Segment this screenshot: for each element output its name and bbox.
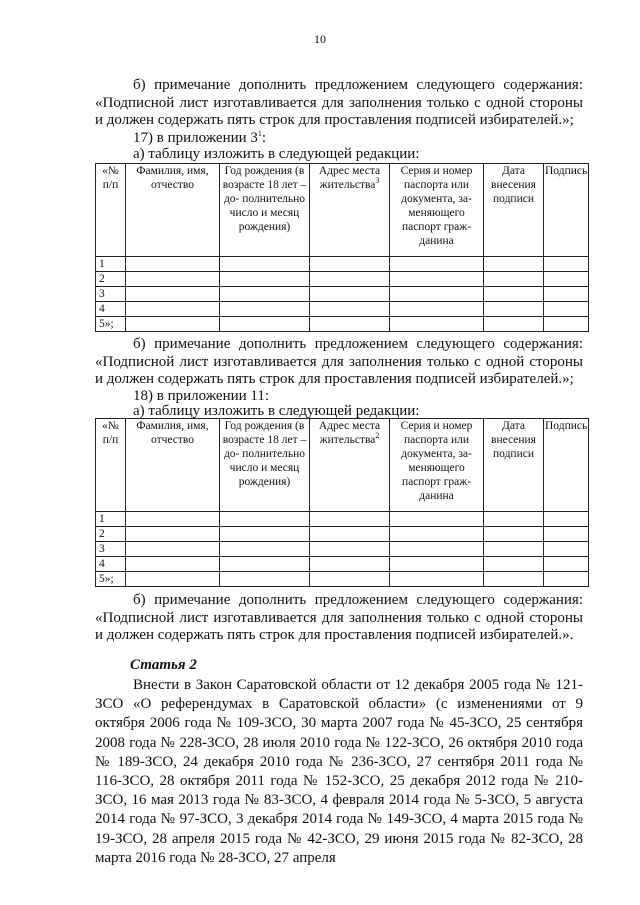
table-row	[96, 557, 589, 572]
header-address	[310, 419, 390, 512]
table-row	[96, 527, 589, 542]
item-17-text: 17) в приложении 3	[133, 130, 258, 146]
row-number: 4	[96, 302, 126, 317]
header-name: Фамилия, имя, отчество	[126, 419, 220, 512]
item-18: 18) в приложении 11:	[133, 388, 270, 404]
signature-table-2	[95, 418, 589, 587]
header-birth-year: Год рождения (в возрасте 18 лет – до- полнительно число и месяц рождения)	[220, 164, 310, 257]
row-number: 5»;	[96, 572, 126, 587]
table-row	[96, 542, 589, 557]
note-paragraph-1: б) примечание дополнить предложением следующего содержания: «Подписной лист изготавливается для заполнения только с одной стороны и должен содержать пять строк для проставления подписей избирателей.»;	[95, 77, 583, 128]
header-signature: Подпись	[544, 419, 589, 512]
table-row	[96, 302, 589, 317]
table-row	[96, 317, 589, 332]
table-intro-1: а) таблицу изложить в следующей редакции:	[133, 146, 420, 162]
table-header-row	[96, 164, 589, 257]
header-date: Дата внесения подписи	[484, 164, 544, 257]
header-address	[310, 164, 390, 257]
table-header-row	[96, 419, 589, 512]
row-number: 1	[96, 257, 126, 272]
article-text: Внести в Закон Саратовской области от 12 декабря 2005 года № 121-ЗСО «О референдумах в Саратовской области» (с изменениями от 9 октября 2006 года № 109-ЗСО, 30 марта 2007 года № 45-ЗСО, 25 сентября 2008 года № 228-ЗСО, 28 июля 2010 года № 122-ЗСО, 26 октября 2010 года № 189-ЗСО, 24 декабря 2010 года № 236-ЗСО, 27 сентября 2011 года № 116-ЗСО, 28 октября 2011 года № 152-ЗСО, 25 декабря 2012 года № 210-ЗСО, 16 мая 2013 года № 83-ЗСО, 4 февраля 2014 года № 5-ЗСО, 5 августа 2014 года № 97-ЗСО, 3 декабря 2014 года № 149-ЗСО, 4 марта 2015 года № 19-ЗСО, 28 апреля 2015 года № 42-ЗСО, 29 июня 2015 года № 82-ЗСО, 28 марта 2016 года № 28-ЗСО, 27 апреля	[95, 677, 583, 866]
table-row	[96, 572, 589, 587]
header-number: «№ п/п	[96, 164, 126, 257]
header-address-superscript: 3	[375, 176, 380, 186]
article-title: Статья 2	[130, 657, 197, 673]
table-row	[96, 272, 589, 287]
header-number: «№ п/п	[96, 419, 126, 512]
table-row	[96, 287, 589, 302]
row-number: 3	[96, 287, 126, 302]
header-date: Дата внесения подписи	[484, 419, 544, 512]
item-17	[133, 130, 266, 148]
row-number: 4	[96, 557, 126, 572]
row-number: 3	[96, 542, 126, 557]
header-address-text: Адрес места жительства	[318, 420, 381, 446]
table-row	[96, 512, 589, 527]
item-17-superscript: 1	[257, 129, 262, 138]
row-number: 5»;	[96, 317, 126, 332]
header-passport: Серия и номер паспорта или документа, за- меняющего паспорт граж- данина	[390, 419, 484, 512]
row-number: 1	[96, 512, 126, 527]
header-birth-year: Год рождения (в возрасте 18 лет – до- полнительно число и месяц рождения)	[220, 419, 310, 512]
page-number: 10	[314, 32, 326, 46]
table-row	[96, 257, 589, 272]
note-paragraph-2: б) примечание дополнить предложением следующего содержания: «Подписной лист изготавливается для заполнения только с одной стороны и должен содержать пять строк для проставления подписей избирателей.»;	[95, 336, 583, 387]
header-address-text: Адрес места жительства	[318, 165, 381, 191]
row-number: 2	[96, 527, 126, 542]
header-passport: Серия и номер паспорта или документа, за- меняющего паспорт граж- данина	[390, 164, 484, 257]
header-name: Фамилия, имя, отчество	[126, 164, 220, 257]
header-address-superscript: 2	[375, 431, 380, 441]
row-number: 2	[96, 272, 126, 287]
signature-table-1	[95, 163, 589, 332]
header-signature: Подпись	[544, 164, 589, 257]
note-paragraph-3: б) примечание дополнить предложением следующего содержания: «Подписной лист изготавливается для заполнения только с одной стороны и должен содержать пять строк для проставления подписей избирателей.».	[95, 592, 583, 643]
item-17-tail: :	[261, 130, 267, 146]
table-intro-2: а) таблицу изложить в следующей редакции:	[133, 403, 420, 419]
